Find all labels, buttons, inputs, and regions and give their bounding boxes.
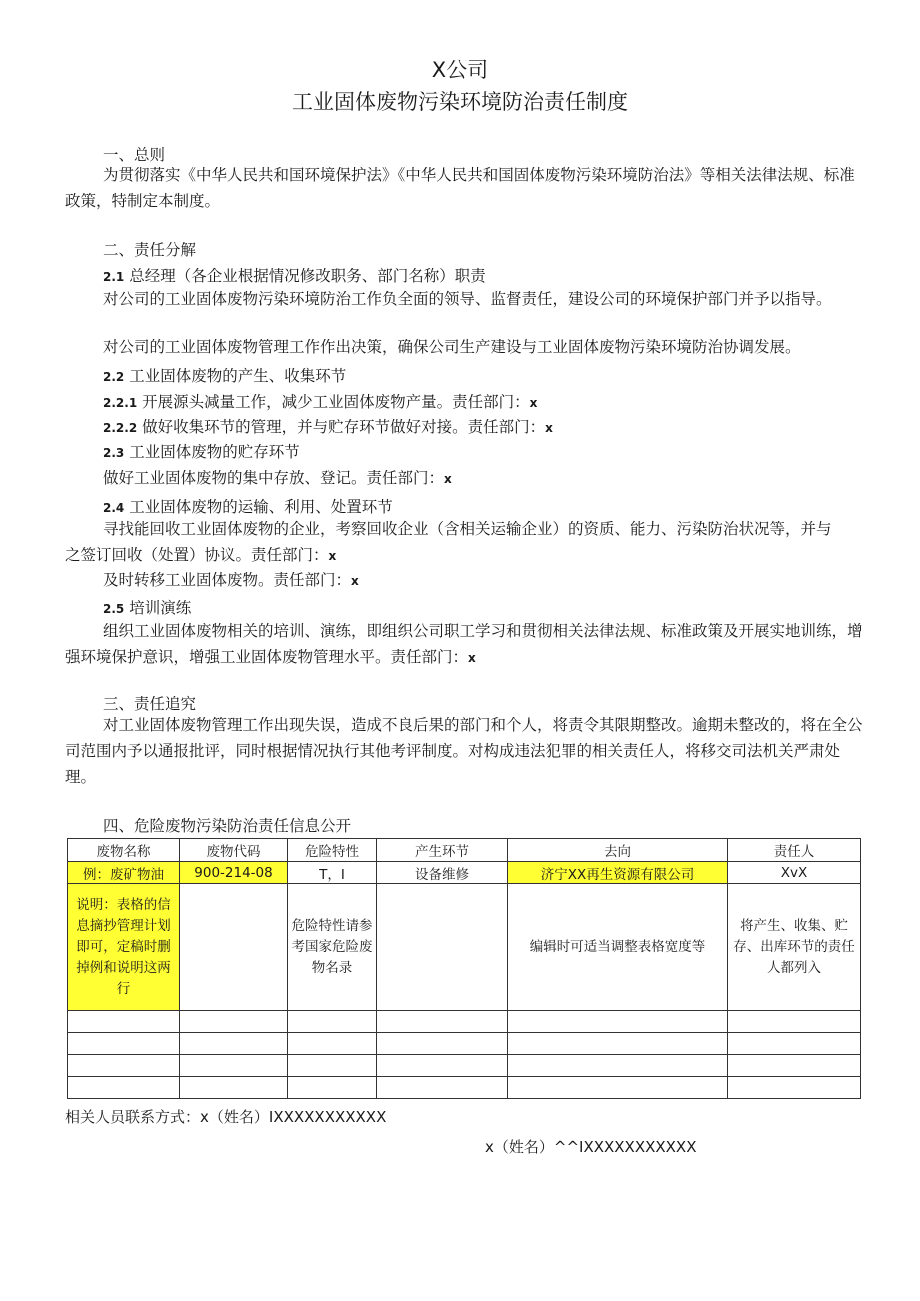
example-row — [68, 862, 861, 884]
subsection-number: 2.4 — [103, 501, 125, 515]
table-row — [68, 1033, 861, 1055]
responsible-dept: x — [529, 396, 538, 410]
header-waste-code: 废物代码 — [180, 839, 288, 862]
note-cell-1: 说明：表格的信息摘抄管理计划即可，定稿时删掉例和说明这两行 — [68, 884, 180, 1011]
responsible-dept: x — [328, 549, 337, 563]
item-number: 2.2.1 — [103, 396, 138, 410]
example-hazard: T，I — [288, 862, 377, 884]
responsible-dept: x — [351, 574, 359, 588]
subsection-2-2 — [103, 364, 346, 386]
table-row — [68, 1077, 861, 1099]
document-title: 工业固体废物污染环境防治责任制度 — [292, 90, 628, 114]
subsection-number: 2.2 — [103, 370, 125, 384]
example-responsible: XvX — [728, 862, 861, 884]
paragraph-2-5 — [65, 618, 865, 671]
paragraph-2-1-a: 对公司的工业固体废物污染环境防治工作负全面的领导、监督责任，建设公司的环境保护部门并予以指导。 — [103, 290, 832, 308]
item-number: 2.2.2 — [103, 421, 138, 435]
responsible-dept: x — [545, 421, 553, 435]
section-1-heading: 一、总则 — [103, 146, 166, 164]
item-2-2-1 — [103, 390, 537, 412]
table-row — [68, 1011, 861, 1033]
section-3-heading: 三、责任追究 — [103, 695, 197, 713]
contact-label: 相关人员联系方式： — [65, 1108, 201, 1126]
subsection-title: 工业固体废物的运输、利用、处置环节 — [129, 498, 393, 516]
table-row — [68, 1055, 861, 1077]
item-2-2-2 — [103, 415, 553, 437]
subsection-2-1 — [103, 264, 486, 286]
subsection-2-5 — [103, 596, 191, 618]
section-4-heading: 四、危险废物污染防治责任信息公开 — [103, 817, 352, 835]
company-title: X公司 — [431, 58, 489, 82]
subsection-title: 培训演练 — [129, 599, 192, 617]
subsection-title: 工业固体废物的贮存环节 — [129, 443, 300, 461]
header-stage: 产生环节 — [377, 839, 508, 862]
header-destination: 去向 — [508, 839, 728, 862]
section-2-heading: 二、责任分解 — [103, 241, 197, 259]
header-hazard: 危险特性 — [288, 839, 377, 862]
contact-person-2: x（姓名）^^IXXXXXXXXXXX — [485, 1138, 697, 1156]
subsection-number: 2.3 — [103, 446, 125, 460]
responsible-dept: x — [468, 651, 476, 665]
note-cell-6: 将产生、收集、贮存、出库环节的责任人都列入 — [728, 884, 861, 1011]
example-destination: 济宁XX再生资源有限公司 — [508, 862, 728, 884]
paragraph-2-4-a — [65, 516, 845, 569]
contact-line-1 — [65, 1106, 386, 1127]
contact-person-1: x（姓名）IXXXXXXXXXXX — [200, 1108, 387, 1126]
table-header-row — [68, 839, 861, 862]
subsection-title: 工业固体废物的产生、收集环节 — [129, 367, 347, 385]
note-cell-2 — [180, 884, 288, 1011]
section-1-paragraph: 为贯彻落实《中华人民共和国环境保护法》《中华人民共和国固体废物污染环境防治法》等相关法律法规、标准政策，特制定本制度。 — [65, 166, 855, 210]
paragraph-2-4-b — [103, 568, 359, 590]
note-cell-3: 危险特性请参考国家危险废物名录 — [288, 884, 377, 1011]
responsible-dept: x — [444, 472, 452, 486]
paragraph-text: 及时转移工业固体废物。责任部门： — [103, 571, 352, 589]
paragraph-text: 组织工业固体废物相关的培训、演练，即组织公司职工学习和贯彻相关法律法规、标准政策及开展实地训练，增强环境保护意识，增强工业固体废物管理水平。责任部门： — [65, 622, 863, 666]
subsection-title: 总经理（各企业根据情况修改职务、部门名称）职责 — [129, 267, 486, 285]
paragraph-2-3 — [103, 466, 452, 488]
note-cell-4 — [377, 884, 508, 1011]
example-stage: 设备维修 — [377, 862, 508, 884]
subsection-number: 2.1 — [103, 270, 125, 284]
hazardous-waste-table — [67, 838, 861, 1099]
item-text: 做好收集环节的管理，并与贮存环节做好对接。责任部门： — [142, 418, 546, 436]
example-waste-code: 900-214-08 — [180, 862, 288, 884]
header-waste-name: 废物名称 — [68, 839, 180, 862]
subsection-number: 2.5 — [103, 602, 125, 616]
header-responsible: 责任人 — [728, 839, 861, 862]
subsection-2-4 — [103, 495, 393, 517]
paragraph-text: 做好工业固体废物的集中存放、登记。责任部门： — [103, 469, 445, 487]
paragraph-2-1-b: 对公司的工业固体废物管理工作作出决策，确保公司生产建设与工业固体废物污染环境防治协调发展。 — [103, 338, 801, 356]
paragraph-text: 寻找能回收工业固体废物的企业，考察回收企业（含相关运输企业）的资质、能力、污染防治状况等，并与之签订回收（处置）协议。责任部门： — [65, 520, 832, 564]
example-waste-name: 例：废矿物油 — [68, 862, 180, 884]
item-text: 开展源头减量工作，减少工业固体废物产量。责任部门： — [142, 393, 530, 411]
section-3-paragraph: 对工业固体废物管理工作出现失误，造成不良后果的部门和个人，将责令其限期整改。逾期未整改的，将在全公司范围内予以通报批评，同时根据情况执行其他考评制度。对构成违法犯罪的相关责任人，将移交司法机关严肃处理。 — [65, 716, 863, 786]
notes-row — [68, 884, 861, 1011]
subsection-2-3 — [103, 440, 300, 462]
note-cell-5: 编辑时可适当调整表格宽度等 — [508, 884, 728, 1011]
